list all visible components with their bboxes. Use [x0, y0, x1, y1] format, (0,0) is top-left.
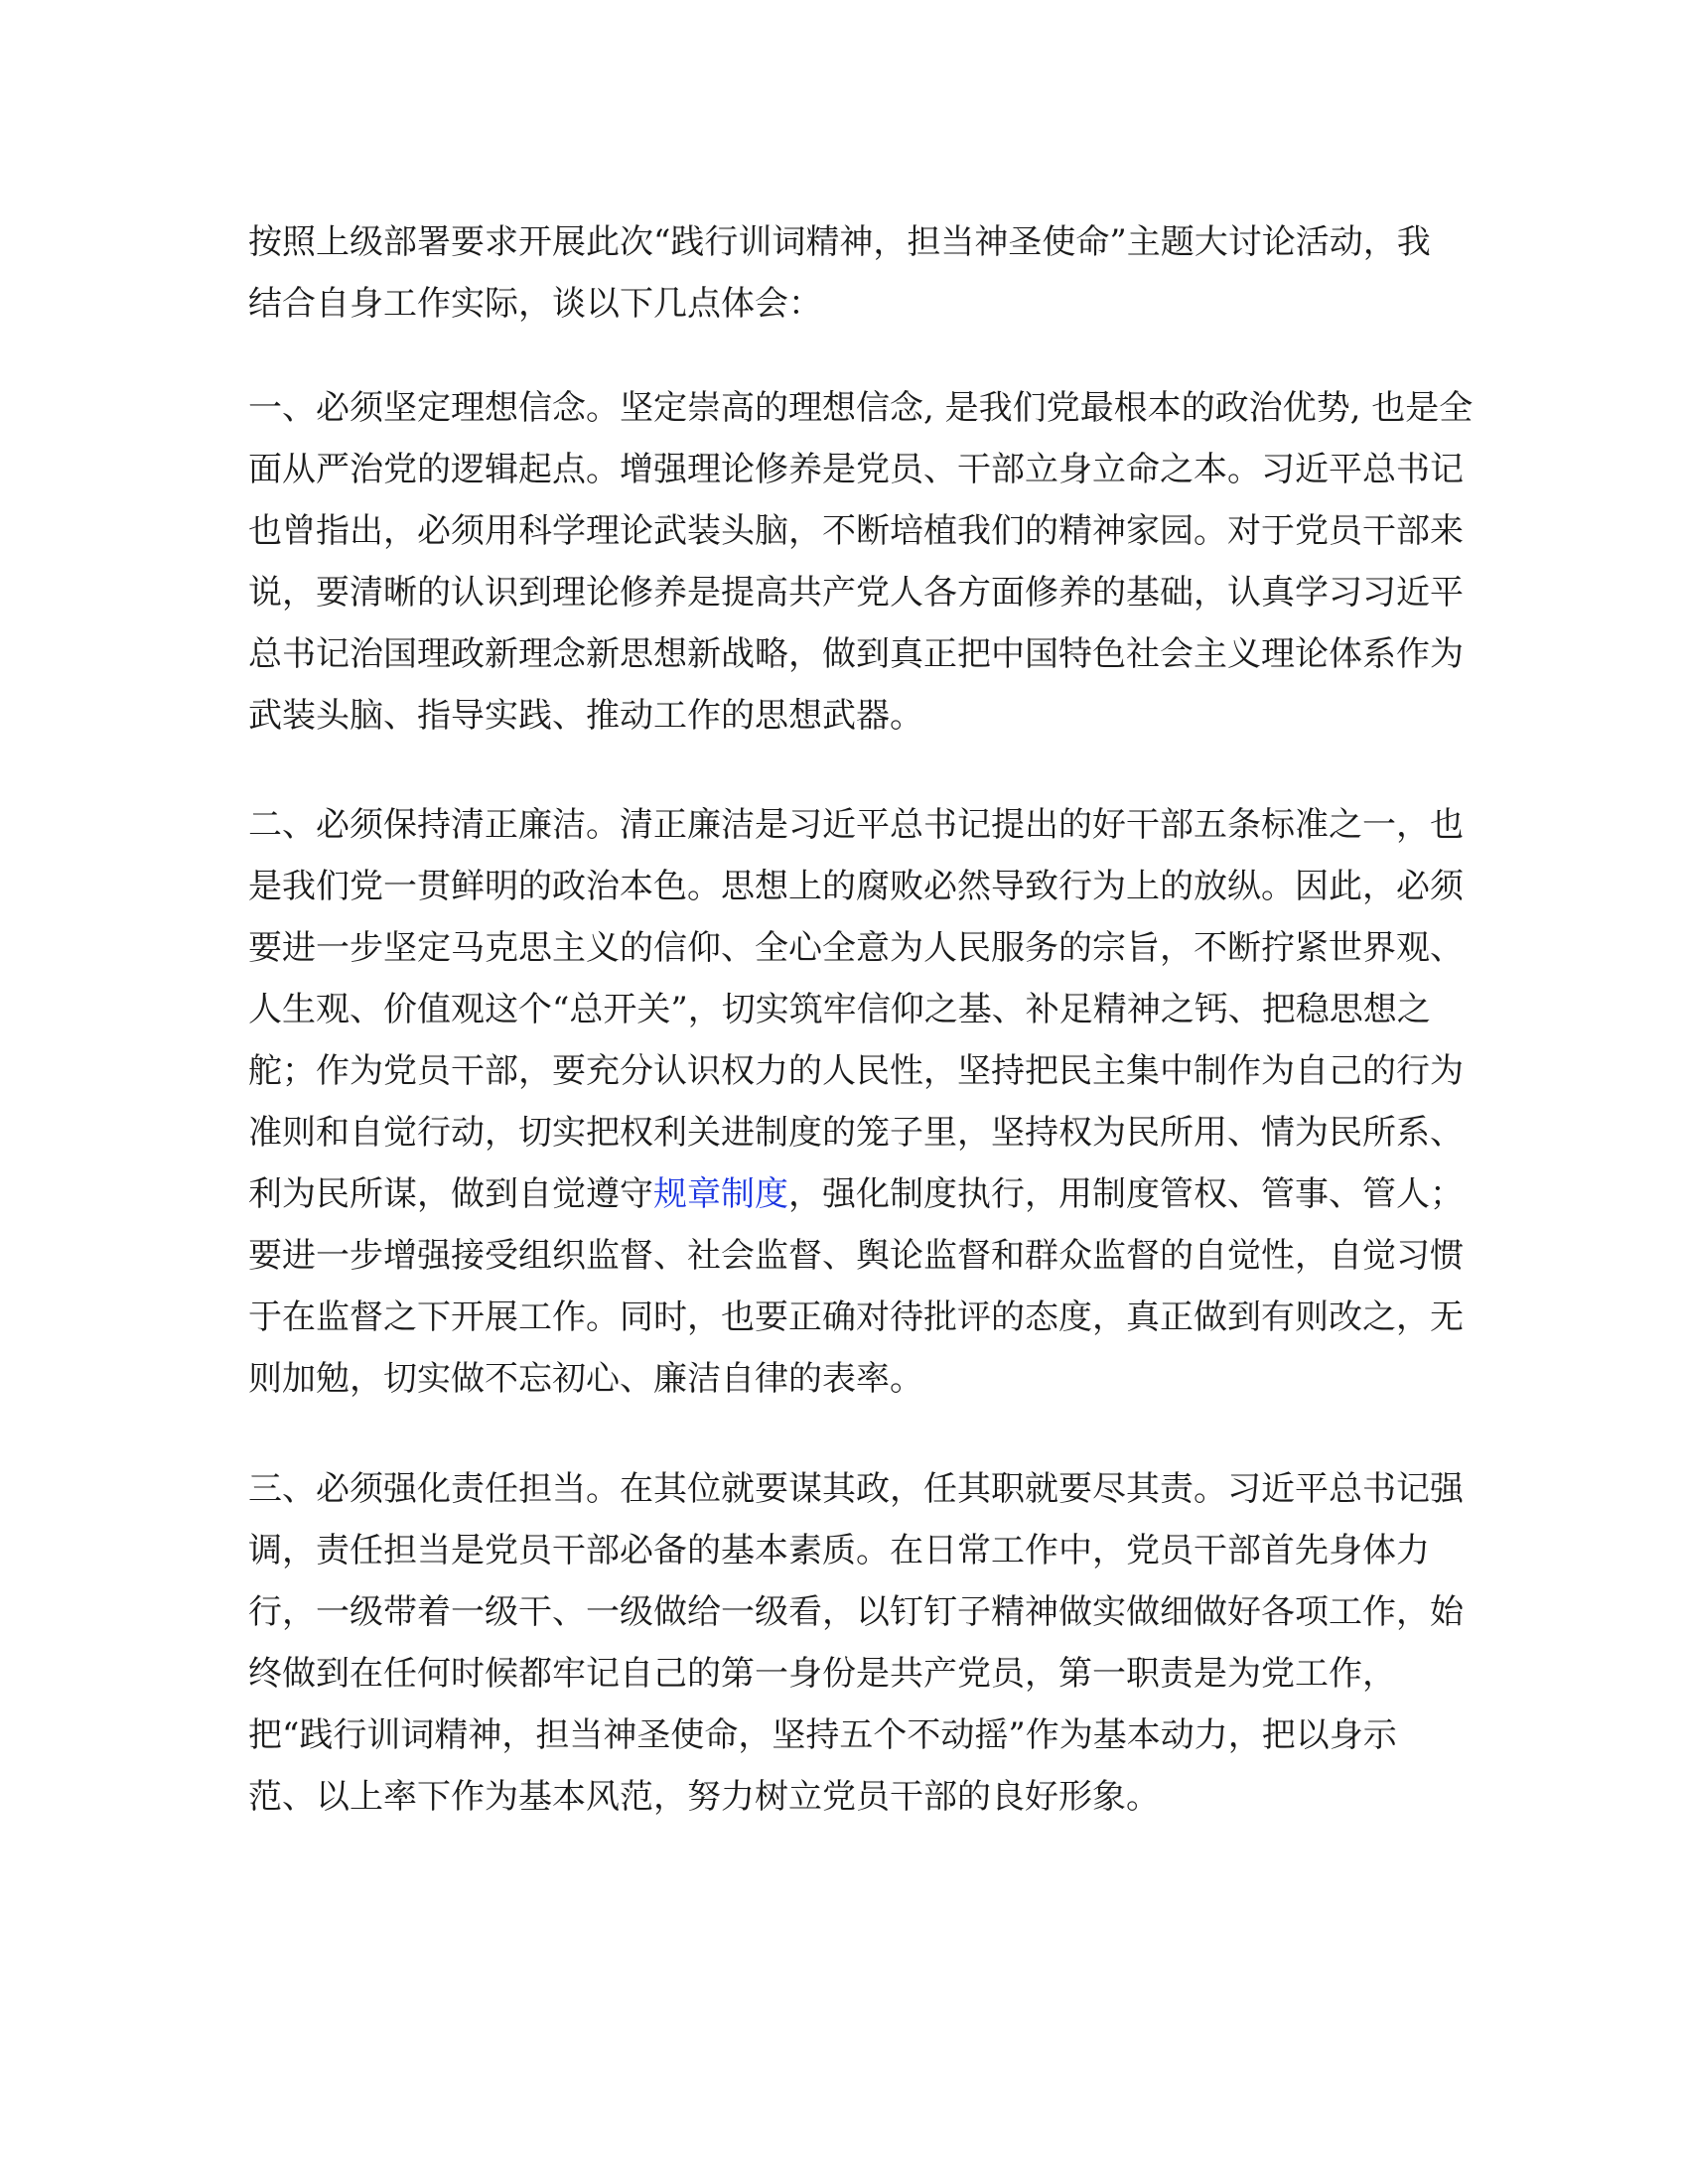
text-line: 则加勉，切实做不忘初心、廉洁自律的表率。 — [248, 1359, 923, 1399]
text-line: 准则和自觉行动，切实把权利关进制度的笼子里，坚持权为民所用、情为民所系、 — [248, 1113, 1464, 1153]
text-line: 人生观、价值观这个“总开关”，切实筑牢信仰之基、补足精神之钙、把稳思想之 — [248, 990, 1431, 1029]
section-2-paragraph — [248, 794, 1464, 1410]
intro-paragraph — [248, 211, 1440, 335]
text-line: 把“践行训词精神，担当神圣使命，坚持五个不动摇”作为基本动力，把以身示 — [248, 1715, 1397, 1755]
text-line-with-link — [248, 1163, 1464, 1225]
text-line: 按照上级部署要求开展此次“践行训词精神，担当神圣使命”主题大讨论活动，我 — [248, 222, 1431, 262]
text-line: 说，要清晰的认识到理论修养是提高共产党人各方面修养的基础，认真学习习近平 — [248, 573, 1464, 613]
text-line: 总书记治国理政新理念新思想新战略，做到真正把中国特色社会主义理论体系作为 — [248, 634, 1464, 674]
text-line: 范、以上率下作为基本风范，努力树立党员干部的良好形象。 — [248, 1777, 1160, 1817]
text-line: 也曾指出，必须用科学理论武装头脑，不断培植我们的精神家园。对于党员干部来 — [248, 511, 1464, 551]
link-line-after: ，强化制度执行，用制度管权、管事、管人； — [788, 1174, 1464, 1214]
text-line: 终做到在任何时候都牢记自己的第一身份是共产党员，第一职责是为党工作， — [248, 1654, 1396, 1694]
link-line-before: 利为民所谋，做到自觉遵守 — [248, 1174, 653, 1214]
regulations-link[interactable]: 规章制度 — [653, 1174, 788, 1214]
section-1-paragraph — [248, 377, 1474, 747]
text-line: 三、必须强化责任担当。在其位就要谋其政，任其职就要尽其责。习近平总书记强 — [248, 1469, 1464, 1509]
text-line: 一、必须坚定理想信念。坚定崇高的理想信念, 是我们党最根本的政治优势, 也是全 — [248, 388, 1474, 428]
text-line: 结合自身工作实际，谈以下几点体会： — [248, 284, 822, 324]
text-line: 于在监督之下开展工作。同时，也要正确对待批评的态度，真正做到有则改之，无 — [248, 1297, 1464, 1337]
text-line: 舵；作为党员干部，要充分认识权力的人民性，坚持把民主集中制作为自己的行为 — [248, 1051, 1464, 1091]
text-line: 面从严治党的逻辑起点。增强理论修养是党员、干部立身立命之本。习近平总书记 — [248, 450, 1464, 489]
text-line: 行，一级带着一级干、一级做给一级看，以钉钉子精神做实做细做好各项工作，始 — [248, 1592, 1464, 1632]
text-line: 二、必须保持清正廉洁。清正廉洁是习近平总书记提出的好干部五条标准之一，也 — [248, 805, 1464, 845]
text-line: 调，责任担当是党员干部必备的基本素质。在日常工作中，党员干部首先身体力 — [248, 1531, 1430, 1570]
section-3-paragraph — [248, 1458, 1464, 1828]
text-line: 是我们党一贯鲜明的政治本色。思想上的腐败必然导致行为上的放纵。因此，必须 — [248, 867, 1464, 906]
text-line: 要进一步增强接受组织监督、社会监督、舆论监督和群众监督的自觉性，自觉习惯 — [248, 1236, 1464, 1276]
text-line: 武装头脑、指导实践、推动工作的思想武器。 — [248, 696, 923, 736]
text-line: 要进一步坚定马克思主义的信仰、全心全意为人民服务的宗旨，不断拧紧世界观、 — [248, 928, 1464, 968]
